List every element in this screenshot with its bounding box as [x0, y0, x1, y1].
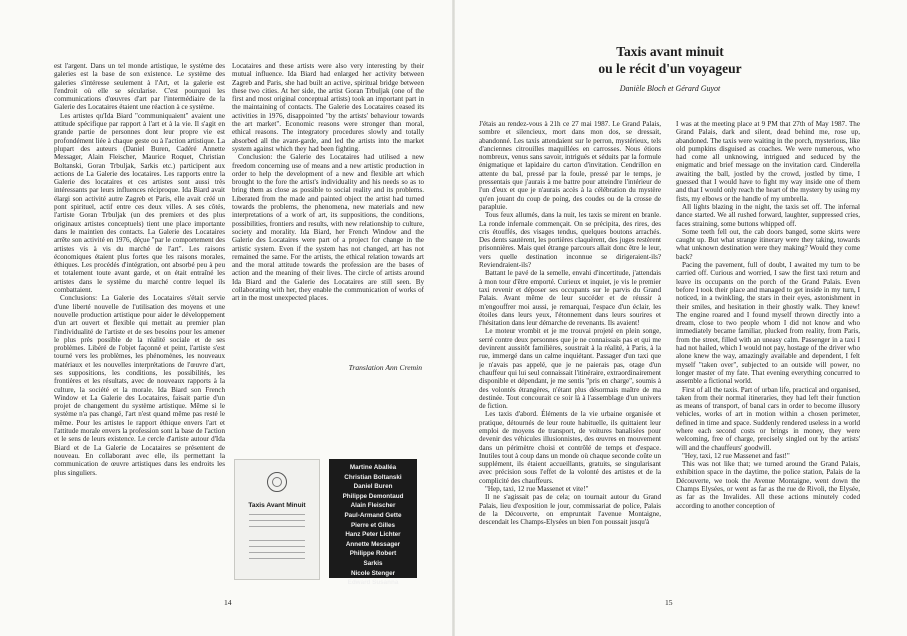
paragraph: This was not like that; we turned around the Grand Palais, exhibition space in the daytime, the police station, Palais de la Découverte, we took the Avenue Montaigne, went down the Champs Elysées, or went as far as the rue de Rivoli, the Elysée, as far as the Invalides. All these actions minutely coded according to another conception of [676, 460, 860, 510]
artist-name: Daniel Buren [353, 483, 393, 491]
artist-names-panel [329, 459, 417, 587]
paragraph: Le moteur vrombit et je me trouvai projeté en plein songe, serré contre deux personnes que je ne connaissais pas et qui me devinrent aussitôt familières, soustrait à la réalité, à Paris, à la rue, immergé dans un calme inquiétant. Passager d'un taxi que je n'avais pas appelé, que je ne paierais pas, otage d'un chauffeur qui lui seul connaissait l'itinéraire, extraordinairement disponible et dépendant, je me sentis "pris en charge", soumis à des volontés étrangères, n'étant plus désormais maître de ma destinée. Tout concourait ce soir là à l'assemblage d'un univers de fiction. [479, 327, 661, 411]
paragraph: Il ne s'agissait pas de cela; on tournait autour du Grand Palais, lieu d'exposition le jour, commissariat de police, Palais de la Découverte, on empruntait l'avenue Montaigne, descendait les Champs-Elysées un bien l'on poussait jusqu'à [479, 493, 661, 527]
artist-name: Hanz Peter Lichter [345, 531, 401, 539]
article-title: Taxis avant minuit [616, 44, 724, 59]
artist-name: Martine Aballéa [349, 464, 397, 471]
logo-icon [267, 472, 287, 492]
poster-title: Taxis Avant Minuit [248, 502, 306, 509]
divider [249, 520, 305, 521]
artist-name: Annette Messager [345, 540, 401, 548]
divider [249, 526, 305, 527]
page-number: 14 [224, 598, 232, 607]
artist-name: Philippe Robert [349, 550, 397, 558]
paragraph: I was at the meeting place at 9 PM that 27th of May 1987. The Grand Palais, dark and silent, dead behind me, rose up, abandoned. The taxis were waiting in the porch, mysterious, like old pumpkins disguised as coaches. We were numerous, who had come all unknowing, intrigued and seduced by the enigmatic and brief message on the invitation card. Cinderella awaiting the ball, jostled by the crowd, jostled by time, I guessed that I would have to fight my way inside one of them and that I would only reach the heart of the mystery by using my fists, my elbows or the handle of my umbrella. [676, 120, 860, 203]
article-subtitle: ou le récit d'un voyageur [598, 61, 742, 76]
translation-credit: Translation Ann Cremin [348, 363, 422, 372]
artist-name: Paul-Armand Gette [344, 511, 402, 519]
left-column-french [54, 62, 225, 488]
right-column-french [479, 120, 661, 588]
paragraph: J'étais au rendez-vous à 21h ce 27 mai 1987. Le Grand Palais, sombre et silencieux, mort dans mon dos, se dressait, abandonné. Les taxis attendaient sur le perron, mystérieux, tels d'anciennes citrouilles maquillées en carrosses. Nous étions nombreux, venus sans savoir, intrigués et séduits par la formule énigmatique et lapidaire du carton d'invitation. Cendrillon en attente du bal, pressé par la foule, pressé par le temps, je pressentais que j'aurais à me battre pour atteindre l'intérieur de l'un d'eux et que je n'aurais accès à la célébration du mystère qu'en jouant du coup de poing, des coudes ou de la crosse de parapluie. [479, 120, 661, 211]
invitation-card-image [234, 459, 320, 580]
page-number: 15 [665, 598, 673, 607]
artist-name: Alain Fleischer [350, 502, 396, 510]
quote: "Hep, taxi, 12 rue Massenet et vite!" [485, 485, 589, 494]
artist-name: Edward Susanna [347, 579, 399, 587]
left-column-english [232, 62, 424, 352]
paragraph: Conclusion: the Galerie des Locataires had utilised a new freedom concerning use of means and a new artistic production in order to help the development of a new and flexible art which brought to the fore the artist's individuality and his needs so as to bring them as close as possible to social reality and its problems. Liberated from the made and painted object the artist had turned towards the problems, the phenomena, new materials and new interpretations of a work of art, its suppositions, the conditions, possibilities, frontiers and results, with new relationship to culture, society and morality. Ida Biard, her French Window and the Galerie des Locataires were part of a project for change in the artistic system. Even if the system has not changed, art has not remained the same. For the artists, the ethical relation towards art and the moral attitude towards the profession are the bases of action and the meaning of their lives. The circle of artists around Ida Biard and the Galerie des Locataires are still seen. By collaborating with her, they enable the communication of works of art in the most unexpected places. [232, 153, 424, 303]
paragraph: Tous feux allumés, dans la nuit, les taxis se mirent en branle. La ronde infernale commençait. On se précipita, des rires, des cris étouffés, des visages tendus, quelques boutons arrachés. Des dents sautèrent, les portières claquèrent, des juges restèrent prisonnières. Mais quel étrange parcours allait donc être le leur, vers quelle destination inconnue se dirigeraient-ils? Reviendraient-ils? [479, 211, 661, 270]
divider [249, 514, 305, 515]
paragraph: Conclusions: La Galerie des Locataires s'était servie d'une liberté nouvelle de l'utilisation des moyens et une nouvelle production artistique pour aider le développement d'un art ouvert et flexible qui mettait au premier plan l'individualité de l'artiste et de ses besoins pour les amener le plus près possible de la réalité sociale et de ses problèmes. Libéré de l'objet façonné et peint, l'artiste s'est tourné vers les problèmes, les phénomènes, les nouveaux matériaux et les nouvelles interprétations de l'œuvre d'art, ses suppositions, les conditions, les possibilités, les frontières et les résultats, avec de nouveaux rapports à la culture, la société et la morale. Ida Biard son French Window et La Galerie des Locataires, faisait partie d'un projet de changement du système artistique. Même si le système n'a pas changé, l'art n'est quand même pas resté le même. Pour les artistes le rapport éthique envers l'art et l'attitude morale envers la profession sont la base de l'action et le sens de leurs existence. Le cercle d'artiste autour d'Ida Biard et de La Galerie de Locataires se présentent de nouveau. En collaborant avec elle, ils permettant la communication de œuvre artistiques dans les endroits les plus singuliers. [54, 294, 225, 477]
paragraph: Les artistes qu'Ida Biard "communiquaient" avaient une attitude spécifique par rapport à l'art et à la vie. Il s'agit en grande partie de personnes dont leur propre vie est profondément liée à chaque geste ou à l'action artistique. La plupart des auteurs (Daniel Buren, Cadéré Annette Messager, Alain Fleischer, Maurice Roquet, Christian Boltanski, Goran Trbuljak, Sarkis etc.) participent aux actions de La Galerie des locataires. Les rapports entre la Galerie des locataires et ces artistes sont aussi très intéressants par leurs influences réciproque. Ida Biard avait élargi son activité autre Zagreb et Paris, elle avait créé un pont spirituel, actif entre ces deux villes. A ses côtés, l'artiste Goran Trbuljak (un des premiers et des plus originaux artistes conceptuels) tient une place importante dans le maintien des contacts. La Galerie des Locataires arrête son activité en 1976, déçue "par le comportement des artistes vis à vis du marché de l'art". Les raisons économiques étaient plus fortes que les raisons morales, éthiques. Les procédés d'intégration, ont absorbé peu à peu et totalement toute avant garde, et on était entraîné les artistes dans le système du marché contre lequel ils combattaient. [54, 111, 225, 295]
artist-name: Sarkis [363, 559, 383, 567]
paragraph: Locataires and these artists were also very interesting by their mutual influence. Ida Biard had enlarged her activity between Zagreb and Paris, she had built an active, spiritual bridge between these two cities. At her side, the artist Goran Trbuljak (one of the first and most original conceptual artists) took an important part in the maintaining of contacts. The Galerie des Locataires ceased its activities in 1976, disappointed "by the artists' behaviour towards the art market". Economic reasons were stronger than moral, ethical reasons. The integratory procedures slowly and totally absorbed all the avant-garde, and led the artists into the market system against which they had been fighting. [232, 62, 424, 153]
gutter [452, 0, 455, 636]
divider [249, 540, 305, 541]
quote: "Hey, taxi, 12 rue Massenet and fast!" [682, 451, 790, 460]
paragraph: First of all the taxis. Part of urban life, practical and organised, taken from their normal itineraries, they had left their function as means of transport, of banal cars in order to become illusory vehicles, works of art in motion within a chosen perimeter, defined in time and space. Suddenly rendered useless in a world where each second costs or brings in money, they were welcoming, free of charge, precisely singled out by the artists' will and the chauffeurs' goodwill. [676, 385, 860, 452]
divider [249, 552, 305, 553]
paragraph: Battant le pavé de la semelle, envahi d'incertitude, j'attendais à mon tour d'être emporté. Curieux et inquiet, je vis le premier taxi revenir et déposer ses occupants sur le parvis du Grand Palais. Avant même de leur succéder et de réussir à m'engouffrer moi aussi, je remarquai, l'espace d'un éclair, les étoiles dans leurs yeux, l'étonnement dans leurs sourires et l'hésitation dans leur démarche de revenants. Ils avaient! [479, 269, 661, 328]
divider [249, 558, 305, 559]
paragraph: Some teeth fell out, the cab doors banged, some skirts were caught up. But what strange itinerary were they taking, towards what unknown destination were they making? Would they come back? [676, 227, 860, 261]
paragraph: est l'argent. Dans un tel monde artistique, le système des galeries est la base de son existence. Le système des galeries s'intéresse seulement à l'Art, et la galerie est l'endroit où elle se sécularise. C'est pourquoi les communications d'œuvres d'art par l'intermédiaire de la Galerie des Locataires étaient une réaction à ce système. [54, 62, 225, 112]
paragraph: Les taxis d'abord. Éléments de la vie urbaine organisée et pratique, détournés de leur route habituelle, ils quittaient leur emploi de moyens de transport, de voitures banalisées pour devenir des véhicules illusionnistes, des œuvres en mouvement dans un périmètre choisi et contrôlé de temps et d'espace. Inutiles tout à coup dans un monde où chaque seconde coûte un supplément, ils étaient accueillants, gratuits, se singularisant avec précision sous l'effet de la volonté des artistes et de la complicité des chauffeurs. [479, 410, 661, 485]
artist-name: Christian Boltanski [344, 473, 402, 481]
paragraph: Pacing the pavement, full of doubt, I awaited my turn to be carried off. Curious and worried, I saw the first taxi return and leave its occupants on the porch of the Grand Palais. Even before I took their place and managed to get inside in my turn, I noticed, in a twinkling, the stars in their eyes, astonishment in their smiles, and hesitation in their ghostly walk. They knew! The engine roared and I found myself thrown directly into a dream, close to two people whom I did not know and who immediately became familiar, plucked from reality, from Paris, from the street, filled with an uneasy calm. Passenger in a taxi I had not hailed, which I would not pay, hostage of the driver who alone knew the way, amazingly available and dependent, I felt myself "taken over", subjected to an outside will power, no longer master of my fate. That evening everything concurred to assemble a fictional world. [676, 261, 860, 386]
article-authors: Danièle Bloch et Gérard Guyot [619, 84, 721, 93]
artist-name: Pierre et Gilles [350, 521, 396, 529]
divider [249, 546, 305, 547]
artist-name: Philippe Demontaud [342, 492, 404, 500]
paragraph: All lights blazing in the night, the taxis set off. The infernal dance started. We all rushed forward, laughter, suppressed cries, faces straining, some buttons whipped off. [676, 202, 860, 228]
right-column-english [676, 120, 860, 588]
artist-name: Nicole Stenger [350, 569, 396, 577]
